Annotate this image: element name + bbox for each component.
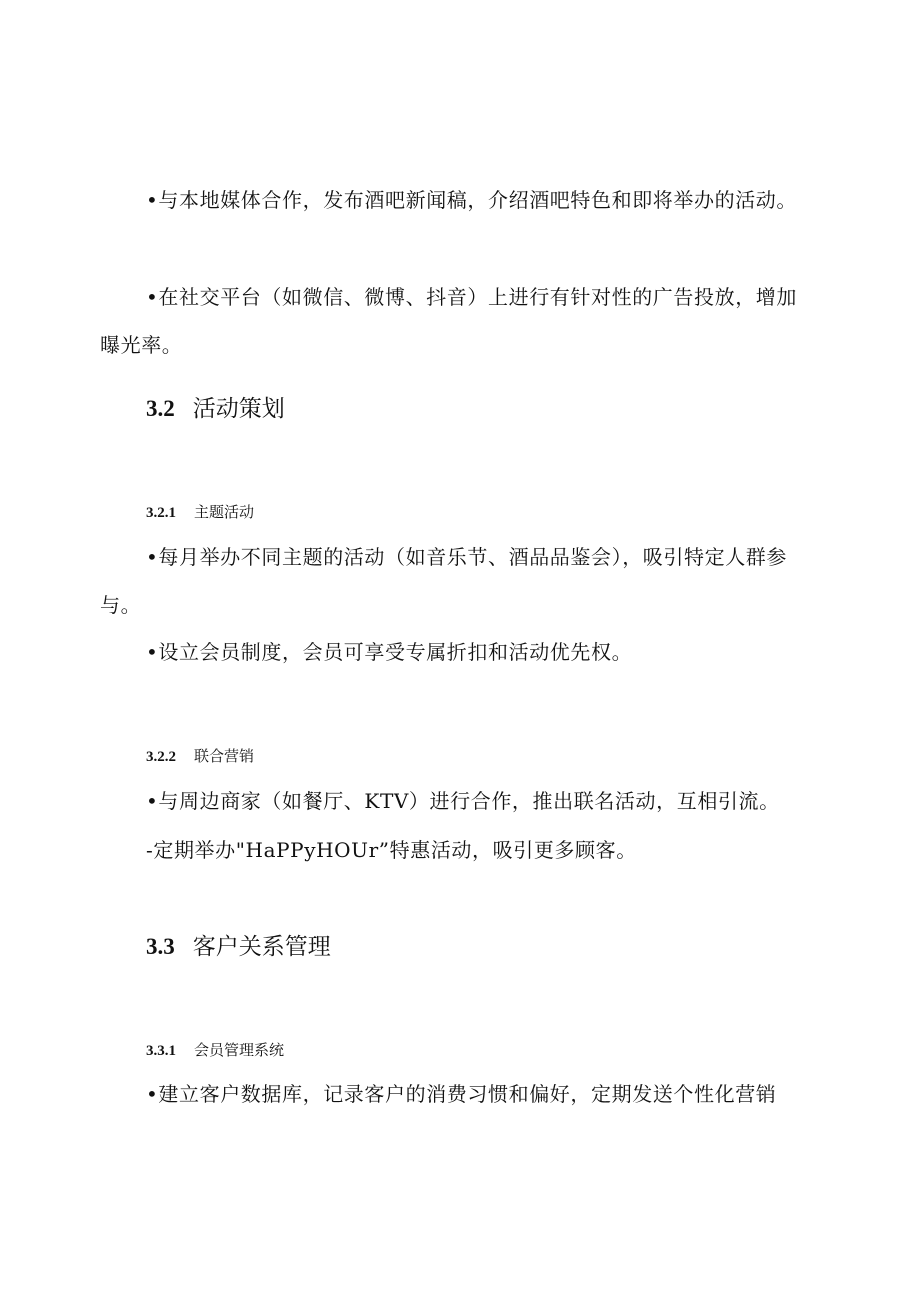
heading-number: 3.2.1 bbox=[146, 505, 176, 521]
heading-number: 3.3 bbox=[146, 934, 175, 959]
paragraph-local-media: •与本地媒体合作，发布酒吧新闻稿，介绍酒吧特色和即将举办的活动。 bbox=[146, 188, 797, 212]
heading-3-2-1 bbox=[146, 502, 254, 523]
heading-number: 3.3.1 bbox=[146, 1043, 176, 1059]
heading-3-3-1 bbox=[146, 1040, 284, 1061]
paragraph-happy-hour: -定期举办"HaPPyHOUr”特惠活动，吸引更多顾客。 bbox=[146, 838, 637, 862]
heading-number: 3.2.2 bbox=[146, 749, 176, 765]
heading-3-3 bbox=[146, 932, 331, 962]
heading-3-2-2 bbox=[146, 746, 254, 767]
paragraph-customer-database: •建立客户数据库，记录客户的消费习惯和偏好，定期发送个性化营销 bbox=[146, 1082, 777, 1106]
paragraph-membership: •设立会员制度，会员可享受专属折扣和活动优先权。 bbox=[146, 640, 633, 664]
heading-title: 会员管理系统 bbox=[194, 1041, 285, 1059]
heading-title: 主题活动 bbox=[194, 503, 255, 521]
heading-title: 客户关系管理 bbox=[192, 934, 331, 960]
paragraph-joint-marketing: •与周边商家（如餐厅、KTV）进行合作，推出联名活动，互相引流。 bbox=[146, 789, 780, 813]
heading-3-2 bbox=[146, 394, 285, 424]
heading-title: 联合营销 bbox=[194, 747, 255, 765]
paragraph-social-ads: •在社交平台（如微信、微博、抖音）上进行有针对性的广告投放，增加曝光率。 bbox=[100, 285, 797, 357]
paragraph-theme-events: •每月举办不同主题的活动（如音乐节、酒品品鉴会），吸引特定人群参与。 bbox=[100, 545, 787, 617]
heading-number: 3.2 bbox=[146, 396, 175, 421]
heading-title: 活动策划 bbox=[192, 396, 285, 422]
